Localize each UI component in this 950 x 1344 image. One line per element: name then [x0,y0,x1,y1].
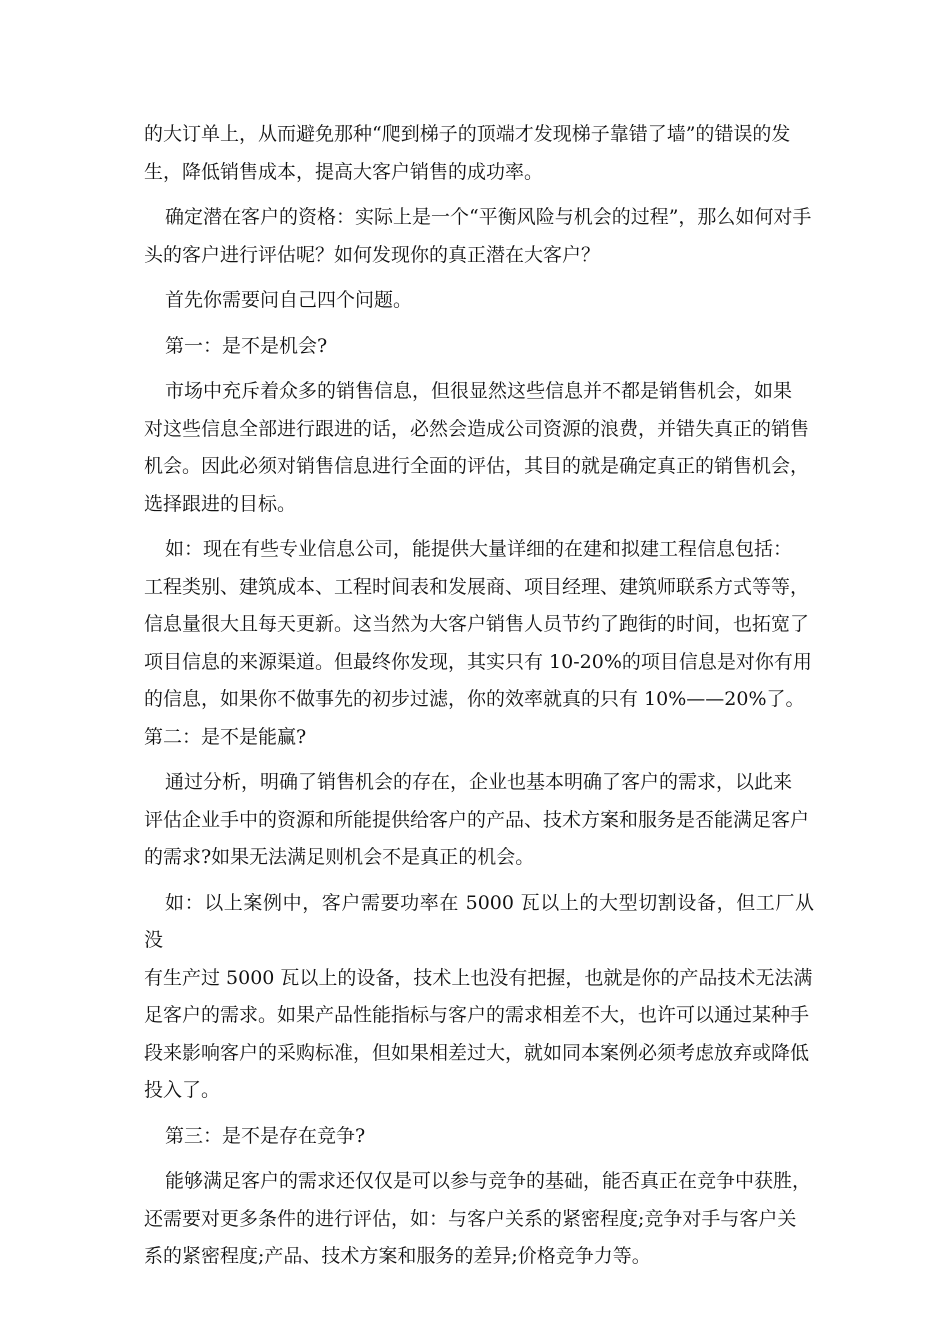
text-line: 第三：是不是存在竞争? [165,1124,366,1147]
paragraph [144,1163,814,1276]
text-line: 的需求?如果无法满足则机会不是真正的机会。 [144,846,535,868]
text-line: 的信息，如果你不做事先的初步过滤，你的效率就真的只有 10%——20%了。 [144,688,805,710]
text-line: 生，降低销售成本，提高大客户销售的成功率。 [144,160,544,183]
document-body [144,116,814,1276]
text-line: 投入了。 [144,1079,221,1101]
paragraph [144,199,814,274]
paragraph [144,282,814,320]
text-line: 首先你需要问自己四个问题。 [165,289,413,311]
text-line: 机会。因此必须对销售信息进行全面的评估，其目的就是确定真正的销售机会， [144,455,810,477]
section-heading [144,328,814,366]
text-line: 的大订单上，从而避免那种“爬到梯子的顶端才发现梯子靠错了墙”的错误的发 [144,123,791,145]
text-line: 头的客户进行评估呢？如何发现你的真正潜在大客户？ [144,243,601,266]
text-line: 有生产过 5000 瓦以上的设备，技术上也没有把握，也就是你的产品技术无法满 [144,966,813,989]
paragraph [144,764,814,877]
text-line: 段来影响客户的采购标准，但如果相差过大，就如同本案例必须考虑放弃或降低 [144,1041,810,1064]
text-line: 能够满足客户的需求还仅仅是可以参与竞争的基础，能否真正在竞争中获胜， [165,1170,812,1192]
text-line: 通过分析，明确了销售机会的存在，企业也基本明确了客户的需求，以此来 [165,771,793,793]
text-line: 第一：是不是机会? [165,334,328,357]
text-line: 还需要对更多条件的进行评估，如：与客户关系的紧密程度;竞争对手与客户关 [144,1207,797,1230]
text-line: 系的紧密程度;产品、技术方案和服务的差异;价格竞争力等。 [144,1245,651,1267]
section-heading: 第二：是不是能赢? [144,725,307,748]
text-line: 足客户的需求。如果产品性能指标与客户的需求相差不大，也许可以通过某种手 [144,1004,810,1026]
paragraph [144,885,814,1110]
text-line: 工程类别、建筑成本、工程时间表和发展商、项目经理、建筑师联系方式等等， [144,575,810,598]
paragraph [144,531,814,756]
text-line: 选择跟进的目标。 [144,492,297,515]
text-line: 评估企业手中的资源和所能提供给客户的产品、技术方案和服务是否能满足客户 [144,808,810,831]
text-line: 确定潜在客户的资格：实际上是一个“平衡风险与机会的过程”，那么如何对手 [165,206,812,228]
text-line: 对这些信息全部进行跟进的话，必然会造成公司资源的浪费，并错失真正的销售 [144,417,810,440]
text-line: 信息量很大且每天更新。这当然为大客户销售人员节约了跑街的时间，也拓宽了 [144,613,810,635]
text-line: 项目信息的来源渠道。但最终你发现，其实只有 10-20%的项目信息是对你有用 [144,650,812,673]
paragraph [144,373,814,523]
text-line: 市场中充斥着众多的销售信息，但很显然这些信息并不都是销售机会，如果 [165,380,793,402]
section-heading [144,1118,814,1156]
paragraph [144,116,814,191]
text-line: 如：现在有些专业信息公司，能提供大量详细的在建和拟建工程信息包括： [165,538,793,560]
text-line: 如：以上案例中，客户需要功率在 5000 瓦以上的大型切割设备，但工厂从没 [144,891,814,951]
